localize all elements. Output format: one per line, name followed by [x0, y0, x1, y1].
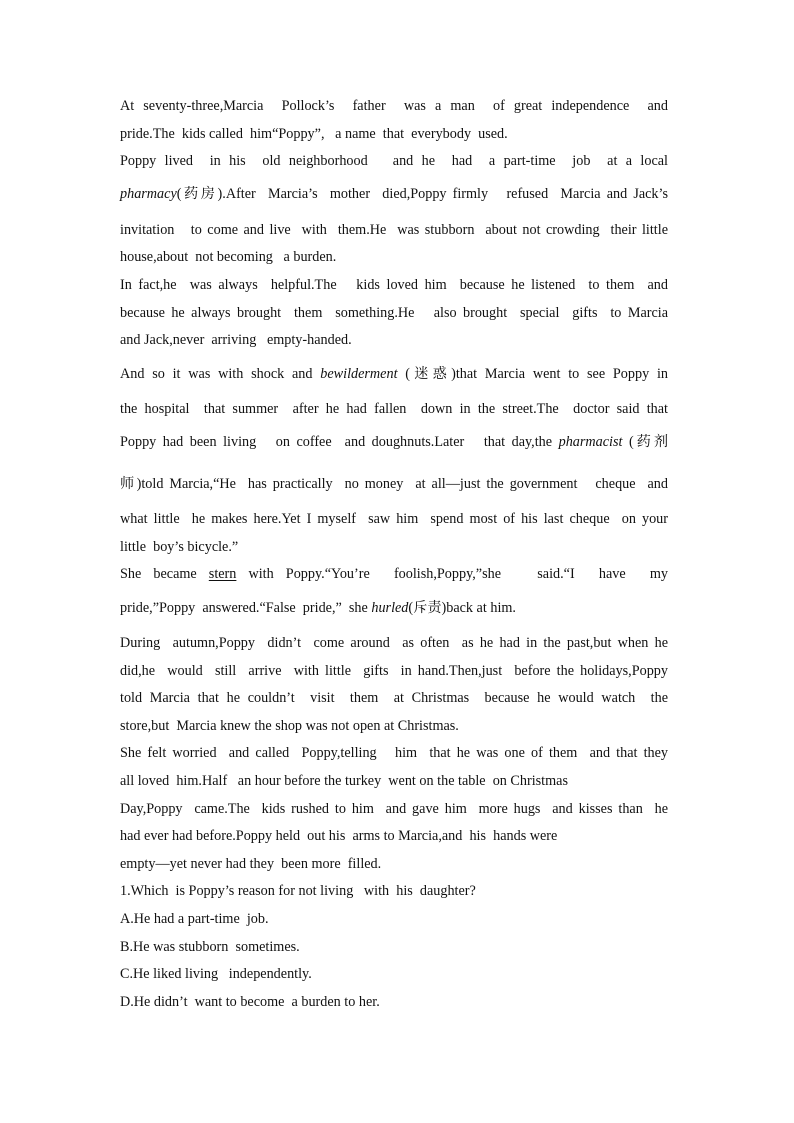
question-stem: 1.Which is Poppy’s reason for not living with his daughter?	[120, 883, 476, 899]
passage-line: told Marcia that he couldn’t visit them at Christmas because he would watch the	[120, 690, 668, 706]
passage-line	[120, 365, 668, 383]
passage-line: Poppy lived in his old neighborhood and he had a part-time job at a local	[120, 153, 668, 169]
passage-text: (迷惑)that Marcia went to see Poppy in	[397, 366, 668, 382]
passage-text: pride,”Poppy answered.“False pride,” she	[120, 600, 372, 616]
passage-line: little boy’s bicycle.”	[120, 539, 239, 555]
passage-line: what little he makes here.Yet I myself saw him spend most of his last cheque on your	[120, 511, 668, 527]
passage-line	[120, 599, 668, 617]
passage-line: did,he would still arrive with little gifts in hand.Then,just before the holidays,Poppy	[120, 663, 668, 679]
passage-text: with Poppy.“You’re foolish,Poppy,”she said.“I have my	[236, 566, 668, 582]
passage-line: house,about not becoming a burden.	[120, 249, 337, 265]
passage-text: (药剂	[622, 434, 669, 450]
answer-option-c: C.He liked living independently.	[120, 966, 312, 982]
passage-line	[120, 565, 668, 583]
passage-line: invitation to come and live with them.He was stubborn about not crowding their little	[120, 222, 668, 238]
answer-option-a: A.He had a part-time job.	[120, 911, 269, 927]
passage-line: empty—yet never had they been more filled.	[120, 856, 382, 872]
passage-text: She became	[120, 566, 209, 582]
passage-line: all loved him.Half an hour before the turkey went on the table on Christmas	[120, 773, 568, 789]
passage-line: In fact,he was always helpful.The kids loved him because he listened to them and	[120, 277, 668, 293]
passage-line: pride.The kids called him“Poppy”, a name that everybody used.	[120, 126, 508, 142]
passage-text: And so it was with shock and	[120, 366, 321, 382]
passage-text: Poppy had been living on coffee and doughnuts.Later that day,the	[120, 434, 559, 450]
passage-line	[120, 433, 668, 451]
passage-line: because he always brought them something.He also brought special gifts to Marcia	[120, 305, 668, 321]
passage-line: Day,Poppy came.The kids rushed to him and gave him more hugs and kisses than he	[120, 801, 668, 817]
passage-line: 师)told Marcia,“He has practically no money at all—just the government cheque and	[120, 476, 668, 492]
passage-text: (斥责)back at him.	[408, 600, 516, 616]
italic-term: bewilderment	[320, 366, 398, 382]
passage-text: (药房).After Marcia’s mother died,Poppy firmly refused Marcia and Jack’s	[176, 186, 668, 202]
passage-line: store,but Marcia knew the shop was not open at Christmas.	[120, 718, 459, 734]
passage-line: During autumn,Poppy didn’t come around as often as he had in the past,but when he	[120, 635, 668, 651]
italic-term: pharmacist	[558, 434, 623, 450]
passage-line: She felt worried and called Poppy,telling him that he was one of them and that they	[120, 745, 668, 761]
italic-term: pharmacy	[120, 186, 177, 202]
italic-term: hurled	[371, 600, 409, 616]
answer-option-b: B.He was stubborn sometimes.	[120, 939, 300, 955]
passage-line: had ever had before.Poppy held out his arms to Marcia,and his hands were	[120, 828, 558, 844]
answer-option-d: D.He didn’t want to become a burden to her.	[120, 994, 380, 1010]
passage-line: At seventy-three,Marcia Pollock’s father was a man of great independence and	[120, 98, 668, 114]
underlined-word: stern	[208, 566, 237, 582]
passage-line	[120, 185, 668, 203]
passage-line: and Jack,never arriving empty-handed.	[120, 332, 352, 348]
passage-line: the hospital that summer after he had fallen down in the street.The doctor said that	[120, 401, 668, 417]
